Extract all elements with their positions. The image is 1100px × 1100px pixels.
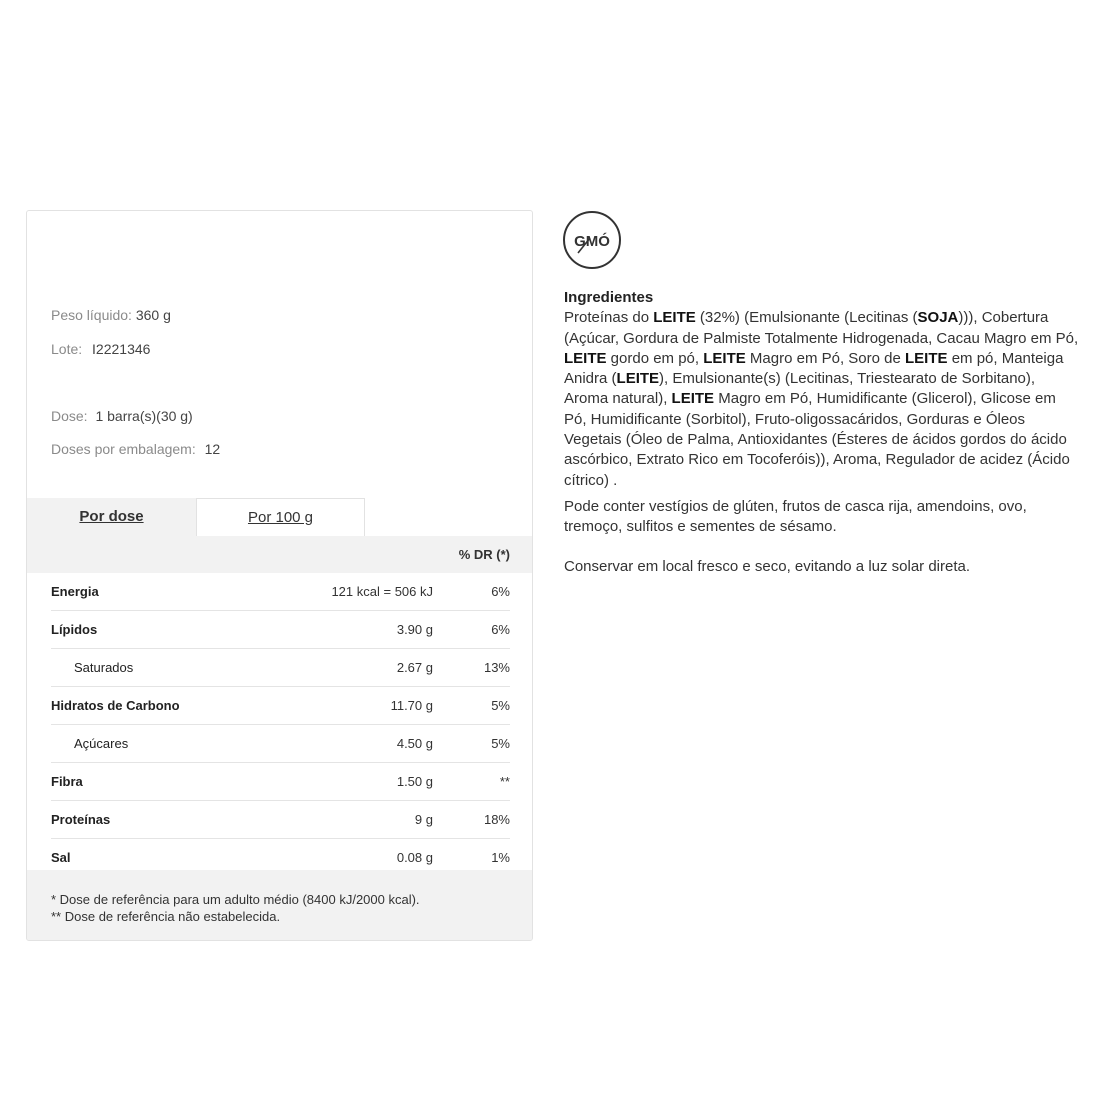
allergen-highlight: LEITE	[703, 349, 746, 367]
net-weight-label: Peso líquido:	[51, 307, 132, 323]
table-row-carbohydrates	[51, 687, 510, 725]
lot	[51, 341, 150, 357]
dose	[51, 408, 193, 424]
nutrient-dr: 13%	[483, 660, 510, 675]
ingredients-list	[564, 308, 1079, 491]
storage-instructions: Conservar em local fresco e seco, evitando a luz solar direta.	[564, 557, 971, 575]
nutrient-name: Hidratos de Carbono	[51, 698, 180, 713]
doses-per-pack-label: Doses por embalagem:	[51, 441, 196, 457]
table-row-protein	[51, 801, 510, 839]
allergens-note: Pode conter vestígios de glúten, frutos de casca rija, amendoins, ovo, tremoço, sulfitos e sementes de sésamo.	[564, 497, 1027, 536]
ingredient-text: gordo em pó,	[606, 349, 704, 367]
gmo-free-glyph	[565, 213, 619, 267]
ingredients-title: Ingredientes	[564, 289, 654, 306]
nutrient-value: 1.50 g	[396, 774, 433, 789]
allergen-highlight: LEITE	[653, 309, 696, 327]
ingredient-text: ))), Cobertura (Açúcar, Gordura de Palmiste Totalmente Hidrogenada, Cacau Magro em Pó,	[564, 309, 1079, 347]
allergen-highlight: LEITE	[564, 349, 607, 367]
nutrient-dr: 6%	[491, 622, 510, 637]
table-header	[27, 536, 533, 573]
net-weight	[51, 307, 171, 323]
nutrition-panel	[26, 210, 533, 941]
table-row-energy	[51, 573, 510, 611]
nutrient-name: Fibra	[51, 774, 83, 789]
allergen-highlight: LEITE	[616, 370, 660, 388]
nutrient-value: 3.90 g	[396, 622, 433, 637]
table-row-saturated	[51, 649, 510, 687]
tabs-spacer	[365, 498, 533, 536]
nutrient-name: Proteínas	[51, 812, 111, 827]
footnotes	[27, 870, 533, 941]
ingredient-text: Proteínas do	[564, 309, 654, 327]
ingredient-text: ), Emulsionante(s) (Lecitinas, Triestearato de Sorbitano), Aroma natural),	[564, 370, 1036, 408]
nutrient-dr: 18%	[483, 812, 510, 827]
nutrient-value: 121 kcal = 506 kJ	[331, 584, 433, 599]
dose-value: 1 barra(s)(30 g)	[95, 408, 193, 424]
table-row-sugars	[51, 725, 510, 763]
doses-per-pack	[51, 441, 220, 457]
nutrient-dr: 5%	[491, 736, 510, 751]
ingredients-section	[564, 288, 1079, 577]
nutrient-dr: 6%	[491, 584, 510, 599]
allergen-highlight: LEITE	[671, 390, 715, 408]
footnote-reference-dose: * Dose de referência para um adulto médio (8400 kJ/2000 kcal).	[51, 892, 420, 907]
nutrient-value: 4.50 g	[396, 736, 433, 751]
tab-per-100g[interactable]: Por 100 g	[196, 498, 365, 536]
dr-column-header: % DR (*)	[458, 547, 510, 562]
lot-label: Lote:	[51, 341, 83, 357]
table-row-lipids	[51, 611, 510, 649]
nutrient-name: Saturados	[74, 660, 134, 675]
doses-per-pack-value: 12	[204, 441, 221, 457]
net-weight-value: 360 g	[135, 307, 171, 323]
gmo-free-icon	[563, 211, 621, 269]
footnote-no-reference: ** Dose de referência não estabelecida.	[51, 909, 281, 924]
table-row-fiber	[51, 763, 510, 801]
gmo-badge-text: GMÓ	[574, 233, 610, 250]
allergen-highlight: SOJA	[917, 309, 959, 327]
nutrient-dr: 1%	[491, 850, 510, 865]
nutrient-name: Lípidos	[51, 622, 98, 637]
ingredient-text: Magro em Pó, Soro de	[745, 349, 906, 367]
nutrition-table	[27, 573, 533, 876]
allergen-highlight: LEITE	[905, 349, 948, 367]
dose-label: Dose:	[51, 408, 88, 424]
nutrient-name: Energia	[51, 584, 99, 599]
nutrient-dr: **	[499, 774, 510, 789]
nutrient-dr: 5%	[491, 698, 510, 713]
nutrient-name: Açúcares	[74, 736, 129, 751]
nutrient-value: 9 g	[414, 812, 433, 827]
nutrient-name: Sal	[51, 850, 71, 865]
nutrient-value: 2.67 g	[396, 660, 433, 675]
nutrition-tabs	[27, 498, 533, 536]
tab-per-dose[interactable]: Por dose	[27, 498, 196, 536]
ingredient-text: em pó, Manteiga Anidra (	[564, 349, 1064, 388]
nutrient-value: 11.70 g	[390, 698, 433, 713]
ingredient-text: Magro em Pó, Humidificante (Glicerol), Glicose em Pó, Humidificante (Sorbitol), Fruto-oligossacáridos, Gorduras e Óleos Vegetais (Óleo de Palma, Antioxidantes (Ésteres de ácidos gordos do ácido ascórbico, Extrato Rico em Tocoferóis)), Aroma, Regulador de acidez (Ácido cítrico) .	[564, 390, 1070, 489]
ingredient-text: (32%) (Emulsionante (Lecitinas (	[695, 309, 918, 327]
nutrient-value: 0.08 g	[396, 850, 433, 865]
lot-value: I2221346	[92, 341, 151, 357]
